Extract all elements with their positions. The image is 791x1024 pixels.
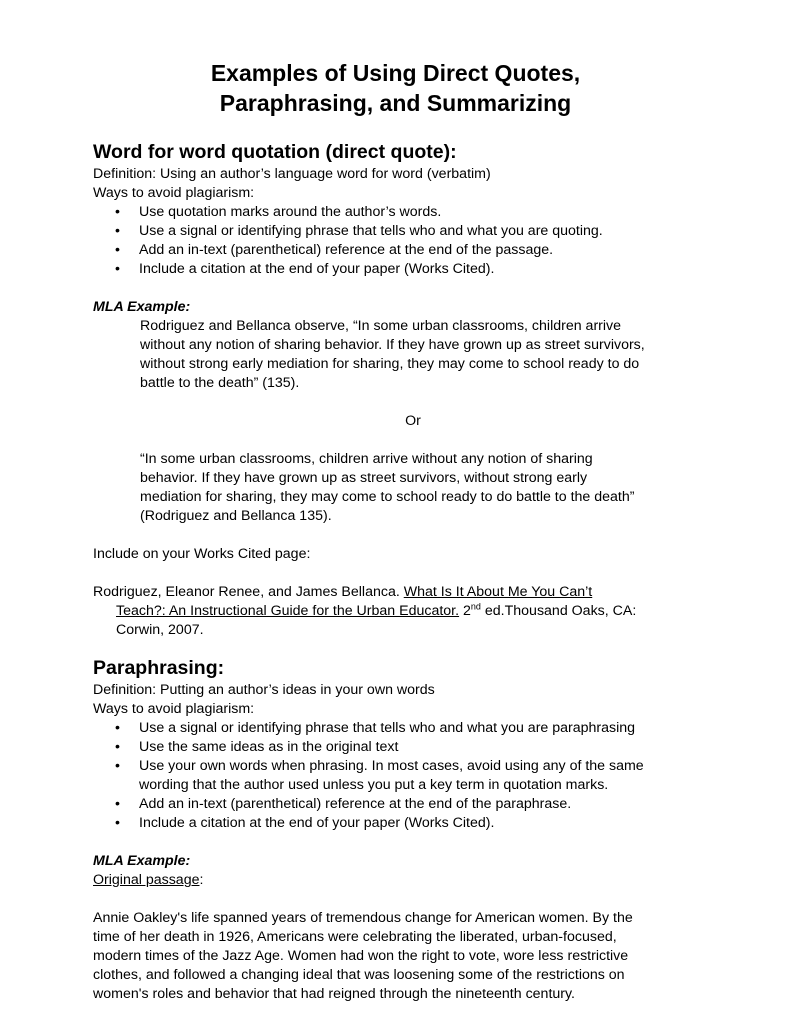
list-item: • Add an in-text (parenthetical) reference at the end of the passage.	[115, 242, 554, 258]
list-item: • Add an in-text (parenthetical) reference at the end of the paraphrase.	[115, 796, 572, 812]
direct-quote-bullet-list	[93, 203, 733, 279]
bullet-icon: •	[115, 796, 120, 812]
list-item: • Include a citation at the end of your paper (Works Cited).	[115, 815, 495, 831]
direct-quote-definition: Definition: Using an author’s language word for word (verbatim)	[93, 166, 491, 182]
title-line-1: Examples of Using Direct Quotes,	[210, 60, 581, 86]
paraphrasing-bullet-list	[93, 719, 733, 833]
page-title	[0, 58, 791, 118]
direct-quote-ways-label: Ways to avoid plagiarism:	[93, 185, 255, 201]
book-title: What Is It About Me You Can’t	[403, 584, 593, 600]
list-item: • Use quotation marks around the author’s words.	[115, 204, 442, 220]
bullet-icon: •	[115, 223, 120, 239]
bullet-icon: •	[115, 758, 120, 774]
bullet-icon: •	[115, 242, 120, 258]
bullet-icon: •	[115, 261, 120, 277]
bullet-icon: •	[115, 720, 120, 736]
paraphrasing-definition: Definition: Putting an author’s ideas in your own words	[93, 682, 435, 698]
bullet-icon: •	[115, 204, 120, 220]
mla-example-label-2: MLA Example:	[93, 853, 191, 869]
list-item: • Use a signal or identifying phrase that tells who and what you are paraphrasing	[115, 720, 636, 736]
list-item: • Use a signal or identifying phrase that tells who and what you are quoting.	[115, 223, 603, 239]
or-separator: Or	[405, 413, 421, 429]
mla-example-label: MLA Example:	[93, 299, 191, 315]
book-title-cont: Teach?: An Instructional Guide for the Urban Educator.	[116, 603, 460, 619]
list-item: • Use your own words when phrasing. In most cases, avoid using any of the same wording that the author used unless you put a key term in quotation marks.	[115, 758, 644, 793]
section-heading-direct-quote: Word for word quotation (direct quote):	[93, 141, 457, 163]
bullet-icon: •	[115, 815, 120, 831]
works-cited-intro: Include on your Works Cited page:	[93, 546, 311, 562]
document-body	[93, 139, 733, 1004]
title-line-2: Paraphrasing, and Summarizing	[219, 90, 572, 116]
mla-example-2: “In some urban classrooms, children arrive without any notion of sharing behavior. If they have grown up as street survivors, without strong early mediation for sharing, they may come to school ready to do battle to the death” (Rodriguez and Bellanca 135).	[140, 451, 635, 524]
bullet-icon: •	[115, 739, 120, 755]
section-heading-paraphrasing: Paraphrasing:	[93, 657, 225, 679]
original-passage: Annie Oakley's life spanned years of tremendous change for American women. By the time of her death in 1926, Americans were celebrating the liberated, urban-focused, modern times of the Jazz Age. Women had won the right to vote, wore less restrictive clothes, and followed a changing ideal that was loosening some of the restrictions on women's roles and behavior that had reigned through the nineteenth century.	[93, 910, 633, 1002]
list-item: • Use the same ideas as in the original text	[115, 739, 399, 755]
original-passage-label: Original passage:	[93, 872, 204, 888]
paraphrasing-ways-label: Ways to avoid plagiarism:	[93, 701, 255, 717]
mla-example-1: Rodriguez and Bellanca observe, “In some urban classrooms, children arrive without any notion of sharing behavior. If they have grown up as street survivors, without strong early mediation for sharing, they may come to school ready to do battle to the death” (135).	[140, 318, 645, 391]
works-cited-citation: Rodriguez, Eleanor Renee, and James Bellanca. What Is It About Me You Can’t Teach?: An Instructional Guide for the Urban Educator. 2nd ed.Thousand Oaks, CA: Corwin, 2007.	[93, 584, 637, 638]
list-item: • Include a citation at the end of your paper (Works Cited).	[115, 261, 495, 277]
